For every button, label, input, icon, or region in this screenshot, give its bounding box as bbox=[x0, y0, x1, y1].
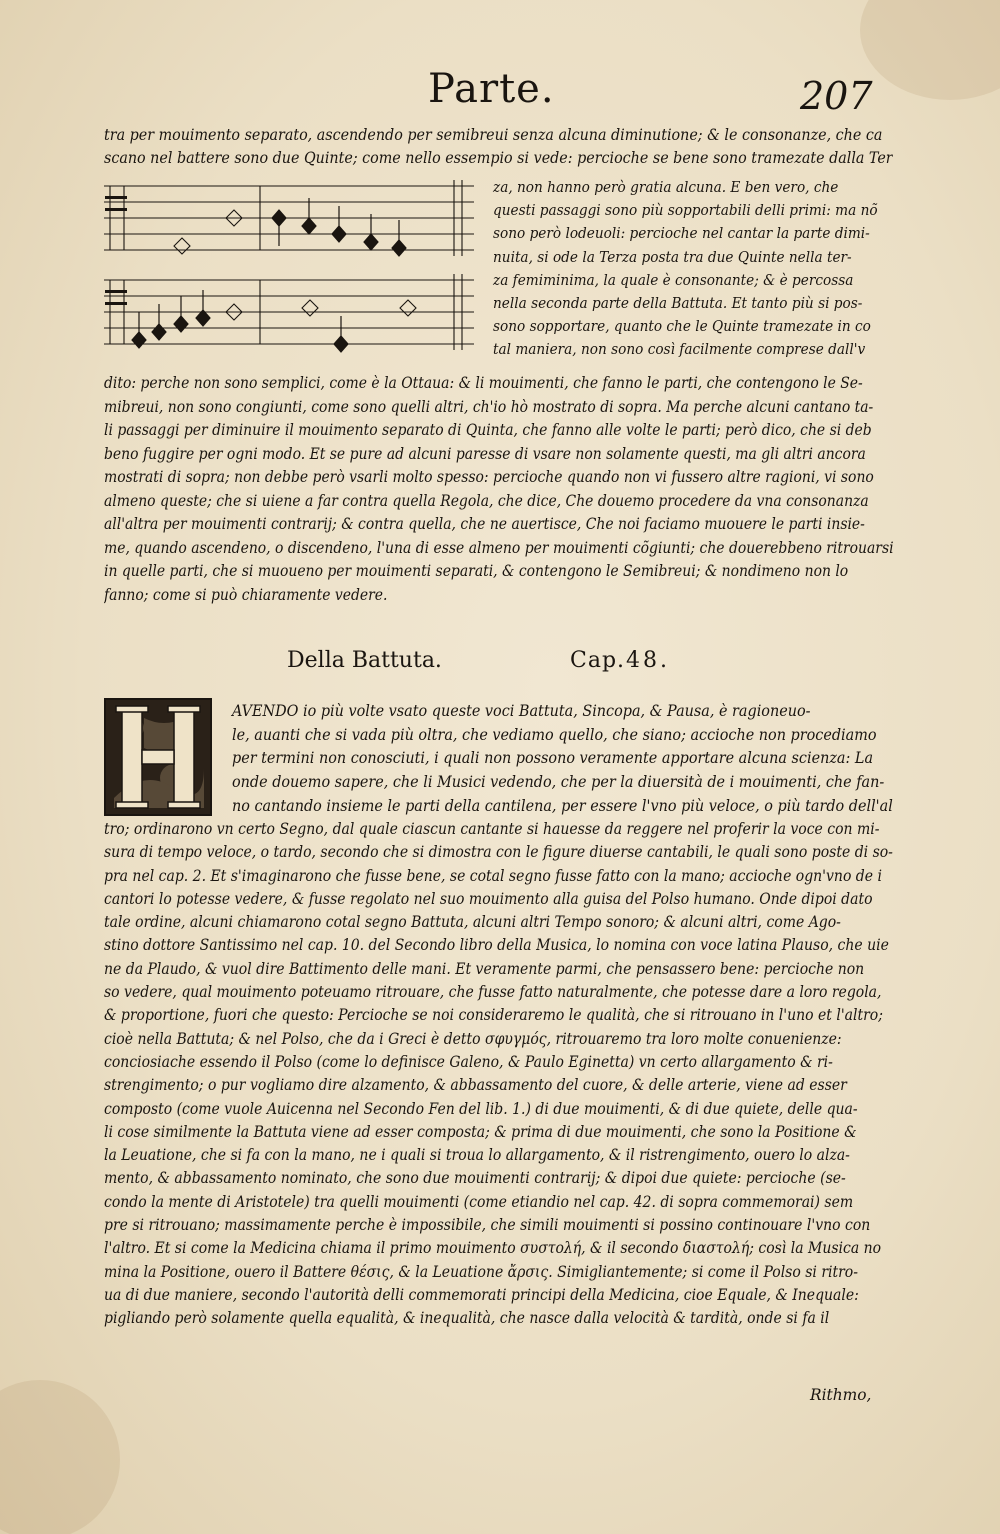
text-line: pre si ritrouano; massimamente perche è impossibile, che simili mouimenti si possino continouare l'vno con bbox=[104, 1216, 871, 1235]
text-line: & proportione, fuori che questo: Percioche se noi consideraremo le qualità, che si ritrouano in l'uno et l'altro; bbox=[104, 1006, 883, 1025]
text-line: me, quando ascendeno, o discendeno, l'una di esse almeno per mouimenti cõgiunti; che douerebbeno ritrouarsi bbox=[104, 538, 894, 557]
page-number: 207 bbox=[800, 74, 873, 118]
text-line: beno fuggire per ogni modo. Et se pure ad alcuni paresse di vsare non solamente questi, ma gli altri ancora bbox=[104, 444, 866, 463]
text-line: sono sopportare, quanto che le Quinte tramezate in co bbox=[493, 317, 871, 336]
text-line: mibreui, non sono congiunti, come sono quelli altri, ch'io hò mostrato di sopra. Ma perche alcuni cantano ta- bbox=[104, 397, 874, 416]
chapter-number: 48. bbox=[626, 648, 670, 673]
text-line: li passaggi per diminuire il mouimento separato di Quinta, che fanno alle volte le parti; però dico, che si deb bbox=[104, 421, 872, 439]
text-line: onde douemo sapere, che li Musici vedendo, che per la diuersità de i mouimenti, che fan- bbox=[232, 773, 885, 792]
text-line: nuita, si ode la Terza posta tra due Quinte nella ter- bbox=[493, 247, 852, 266]
text-line: tro; ordinarono vn certo Segno, dal quale ciascun cantante si hauesse da reggere nel proferir la voce con mi- bbox=[104, 820, 880, 838]
text-line: strengimento; o pur vogliamo dire alzamento, & abbassamento del cuore, & delle arterie, viene ad esser bbox=[104, 1076, 847, 1095]
text-line: li cose similmente la Battuta viene ad esser composta; & prima di due mouimenti, che sono la Positione & bbox=[104, 1122, 857, 1141]
text-line: stino dottore Santissimo nel cap. 10. del Secondo libro della Musica, lo nomina con voce latina Plauso, che uie bbox=[104, 936, 889, 955]
running-head: Parte. bbox=[428, 66, 555, 112]
paragraph-top bbox=[104, 124, 954, 169]
chapter-label: Cap. bbox=[570, 648, 626, 673]
text-line: ua di due maniere, secondo l'autorità delli commemorati principi della Medicina, cioe Equale, & Inequale: bbox=[104, 1285, 859, 1304]
text-line: AVENDO io più volte vsato queste voci Battuta, Sincopa, & Pausa, è ragioneuo- bbox=[232, 702, 811, 720]
text-line: tal maniera, non sono così facilmente comprese dall'v bbox=[493, 340, 866, 359]
text-line: cantori lo potesse vedere, & fusse regolato nel suo mouimento alla guisa del Polso humano. Onde dipoi dato bbox=[104, 889, 873, 908]
text-line: almeno queste; che si uiene a far contra quella Regola, che dice, Che douemo procedere da vna consonanza bbox=[104, 491, 869, 510]
text-line: questi passaggi sono più sopportabili delli primi: ma nõ bbox=[493, 201, 878, 220]
text-line: pra nel cap. 2. Et s'imaginarono che fusse bene, se cotal segno fusse fatto con la mano; accioche ogn'vno de i bbox=[104, 866, 882, 885]
page-stain bbox=[0, 1380, 120, 1534]
text-line: dito: perche non sono semplici, come è la Ottaua: & li mouimenti, che fanno le parti, che contengono le Se- bbox=[104, 374, 863, 392]
text-line: conciosiache essendo il Polso (come lo definisce Galeno, & Paulo Eginetta) vn certo allargamento & ri- bbox=[104, 1052, 833, 1071]
text-line: za, non hanno però gratia alcuna. E ben vero, che bbox=[493, 178, 839, 196]
text-line: so vedere, qual mouimento poteuamo ritrouare, che fusse fatto naturalmente, che potesse dare a loro regola, bbox=[104, 983, 882, 1002]
text-line: le, auanti che si vada più oltra, che vediamo quello, che siano; accioche non procediamo bbox=[232, 725, 877, 744]
text-line: ne da Plaudo, & vuol dire Battimento delle mani. Et veramente parmi, che pensassero bene: percioche non bbox=[104, 959, 865, 978]
text-line: condo la mente di Aristotele) tra quelli mouimenti (come etiandio nel cap. 42. di sopra commemorai) sem bbox=[104, 1192, 854, 1211]
paragraph-side bbox=[493, 176, 916, 362]
text-line: tra per mouimento separato, ascendendo per semibreui senza alcuna diminutione; & le consonanze, che ca bbox=[104, 126, 883, 144]
text-line: pigliando però solamente quella equalità, & inequalità, che nasce dalla velocità & tardità, onde si fa il bbox=[104, 1309, 830, 1328]
text-line: cioè nella Battuta; & nel Polso, che da i Greci è detto σφυγμός, ritrouaremo tra loro molte conuenienze: bbox=[104, 1029, 842, 1048]
text-line: scano nel battere sono due Quinte; come nello essempio si vede: percioche se bene sono tramezate dalla Ter bbox=[104, 148, 893, 167]
paragraph-bottom bbox=[104, 372, 976, 607]
text-line: in quelle parti, che si muoueno per mouimenti separati, & contengono le Semibreui; & nondimeno non lo bbox=[104, 562, 849, 580]
text-line: no cantando insieme le parti della cantilena, per essere l'vno più veloce, o più tardo dell'al bbox=[232, 796, 893, 815]
text-line: l'altro. Et si come la Medicina chiama il primo mouimento συστολή, & il secondo διαστολή; così la Musica no bbox=[104, 1239, 882, 1258]
catchword: Rithmo, bbox=[810, 1386, 872, 1404]
text-line: tale ordine, alcuni chiamarono cotal segno Battuta, alcuni altri Tempo sonoro; & alcuni altri, come Ago- bbox=[104, 913, 841, 932]
paragraph-chapter-opening bbox=[232, 700, 940, 818]
text-line: za femiminima, la quale è consonante; & è percossa bbox=[493, 270, 854, 289]
text-line: nella seconda parte della Battuta. Et tanto più si pos- bbox=[493, 293, 863, 312]
text-line: sura di tempo veloce, o tardo, secondo che si dimostra con le figure diuerse cantabili, le quali sono poste di so- bbox=[104, 843, 893, 862]
text-line: fanno; come si può chiaramente vedere. bbox=[104, 585, 388, 604]
page-stain bbox=[860, 0, 1000, 100]
chapter-title: Della Battuta. bbox=[287, 648, 442, 673]
text-line: mina la Positione, ouero il Battere θέσις, & la Leuatione ἄρσις. Simigliantemente; si come il Polso si ritro- bbox=[104, 1262, 858, 1281]
paragraph-main bbox=[104, 818, 972, 1331]
text-line: sono però lodeuoli: percioche nel cantar la parte dimi- bbox=[493, 224, 870, 243]
text-line: la Leuatione, che si fa con la mano, ne i quali si troua lo allargamento, & il ristrengimento, ouero lo alza- bbox=[104, 1146, 850, 1165]
text-line: mento, & abbassamento nominato, che sono due mouimenti contrarij; & dipoi due quiete: percioche (se- bbox=[104, 1169, 846, 1188]
music-notation-example bbox=[102, 178, 480, 358]
decorated-initial-h bbox=[104, 698, 212, 816]
text-line: composto (come vuole Auicenna nel Secondo Fen del lib. 1.) di due mouimenti, & di due quiete, delle qua- bbox=[104, 1099, 858, 1118]
text-line: all'altra per mouimenti contrarij; & contra quella, che ne auertisce, Che noi faciamo muouere le parti insie- bbox=[104, 515, 865, 533]
text-line: mostrati di sopra; non debbe però vsarli molto spesso: percioche quando non vi fussero altre ragioni, vi sono bbox=[104, 468, 874, 486]
text-line: per termini non conosciuti, i quali non possono veramente apportare alcuna scienza: La bbox=[232, 749, 874, 768]
